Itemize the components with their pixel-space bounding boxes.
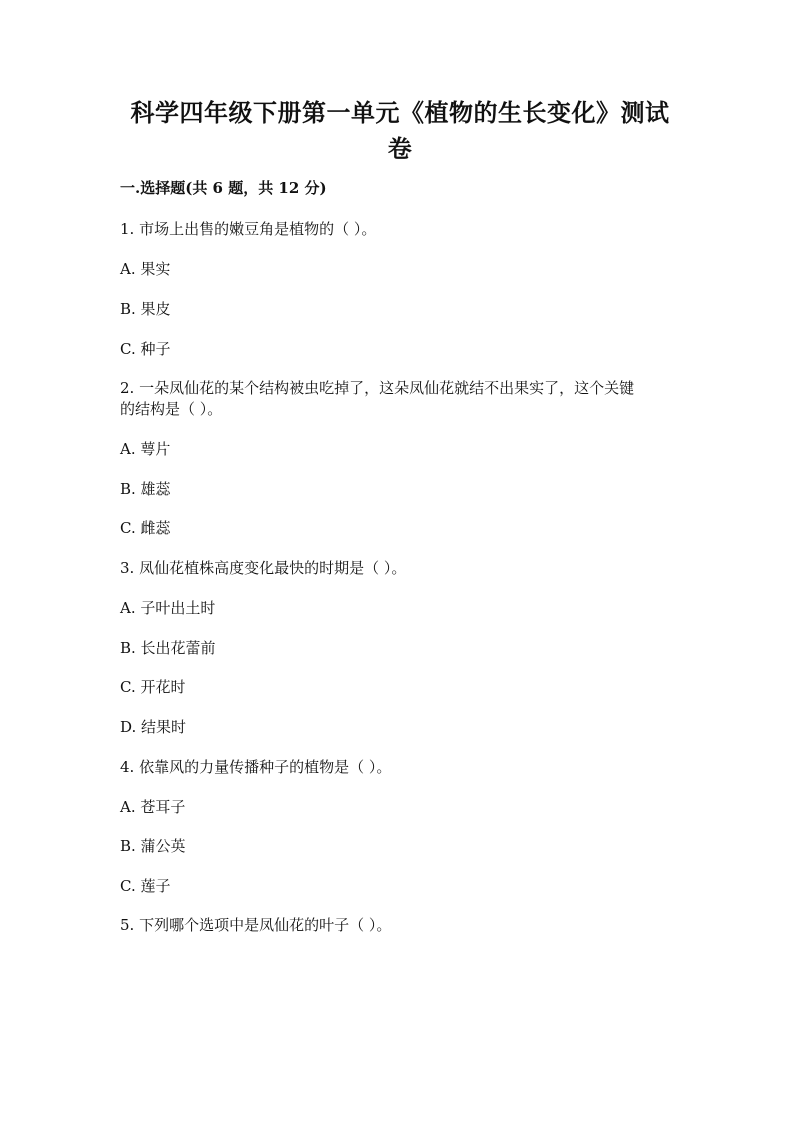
question-1-option-b: B. 果皮 xyxy=(120,300,171,318)
question-1-stem: 1. 市场上出售的嫩豆角是植物的（ ）。 xyxy=(120,220,377,238)
question-3-option-a: A. 子叶出土时 xyxy=(120,599,216,617)
question-1-option-a: A. 果实 xyxy=(120,260,171,278)
title-line-2: 卷 xyxy=(387,134,413,163)
question-2-stem-line-1: 2. 一朵凤仙花的某个结构被虫吃掉了，这朵凤仙花就结不出果实了，这个关键 xyxy=(120,379,635,397)
section-title: 一.选择题(共 6 题，共 12 分) xyxy=(120,179,327,197)
question-4-option-c: C. 莲子 xyxy=(120,877,171,895)
question-2-option-b: B. 雄蕊 xyxy=(120,480,171,498)
document-title xyxy=(120,95,680,167)
title-line-1: 科学四年级下册第一单元《植物的生长变化》测试 xyxy=(130,98,670,127)
question-3-stem: 3. 凤仙花植株高度变化最快的时期是（ ）。 xyxy=(120,559,407,577)
question-5-stem: 5. 下列哪个选项中是凤仙花的叶子（ ）。 xyxy=(120,916,392,934)
question-2-option-a: A. 萼片 xyxy=(120,440,171,458)
question-2-stem-line-2: 的结构是（ ）。 xyxy=(120,400,223,418)
question-2-option-c: C. 雌蕊 xyxy=(120,519,171,537)
question-3-option-d: D. 结果时 xyxy=(120,718,187,736)
question-4-option-a: A. 苍耳子 xyxy=(120,798,186,816)
question-3-option-c: C. 开花时 xyxy=(120,678,186,696)
question-3-option-b: B. 长出花蕾前 xyxy=(120,639,216,657)
question-4-stem: 4. 依靠风的力量传播种子的植物是（ ）。 xyxy=(120,758,392,776)
question-1-option-c: C. 种子 xyxy=(120,340,171,358)
question-4-option-b: B. 蒲公英 xyxy=(120,837,186,855)
